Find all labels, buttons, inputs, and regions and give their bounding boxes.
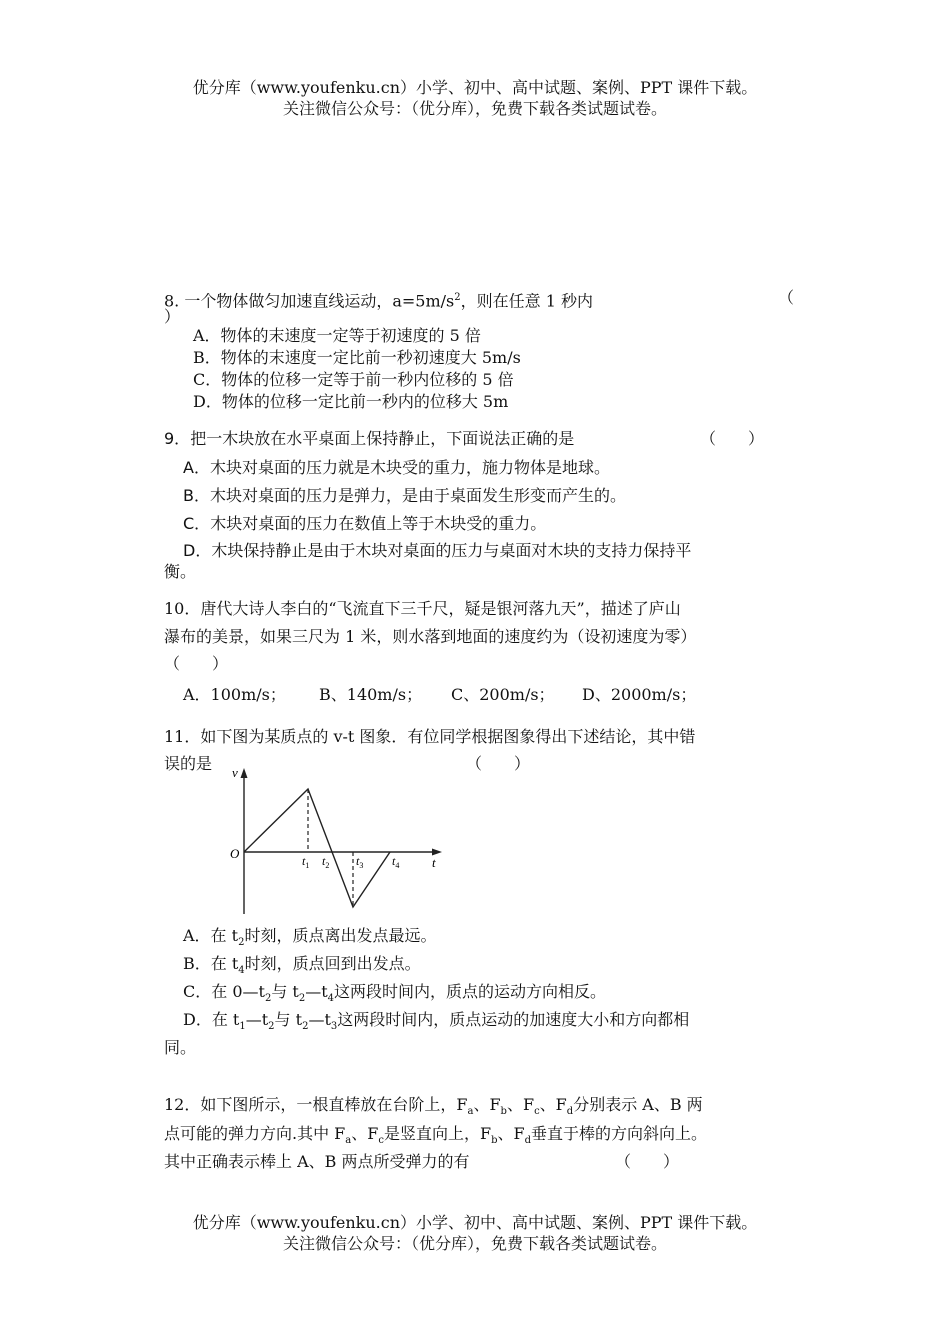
q12-line-2: 点可能的弹力方向.其中 $F_a$、$F_c$是竖直向上，$F_b$、$F_d$垂直于棒的方向斜向上。 [164,1124,708,1147]
q10-options [183,684,696,706]
q11-line-2: 误的是 [164,754,213,773]
q11-answer-paren: （ ） [466,754,531,773]
q8-answer-paren-close: ） [164,307,181,326]
q9-answer-paren: （ ） [700,429,765,448]
t2-label: $t_2$ [322,854,330,870]
q9-stem: 9．把一木块放在水平桌面上保持静止，下面说法正确的是 [164,429,575,448]
vt-line [244,789,390,907]
q8-option-b: B．物体的末速度一定比前一秒初速度大 5m/s [193,348,521,367]
footer-line-1: 优分库（www.youfenku.cn）小学、初中、高中试题、案例、PPT 课件下载。 [192,1213,758,1232]
q8-option-a: A．物体的末速度一定等于初速度的 5 倍 [193,326,481,345]
q10-option-a: A．100m/s； [183,685,286,704]
q8-stem: 8. 一个物体做匀加速直线运动，$a=5m/s^2$，则在任意 1 秒内 [164,291,593,311]
origin-label: O [230,846,240,861]
footer-line-2: 关注微信公众号：（优分库），免费下载各类试题试卷。 [282,1234,667,1253]
q12-line-3: 其中正确表示棒上 A、B 两点所受弹力的有 [164,1152,470,1171]
q10-option-c: C、200m/s； [451,685,555,704]
header-line-2: 关注微信公众号：（优分库），免费下载各类试题试卷。 [282,99,667,118]
q9-option-b: B．木块对桌面的压力是弹力，是由于桌面发生形变而产生的。 [183,486,626,505]
t-axis-label: t [432,855,436,870]
t1-label: $t_1$ [302,854,310,870]
t4-label: $t_4$ [392,854,400,870]
q9-option-c: C．木块对桌面的压力在数值上等于木块受的重力。 [183,514,547,533]
q11-option-c: C．在 $0—t_2$与 $t_2—t_4$这两段时间内，质点的运动方向相反。 [183,982,607,1005]
q12-answer-paren: （ ） [615,1152,680,1171]
q11-option-d-cont: 同。 [164,1038,197,1057]
vt-graph [222,764,450,924]
q8-answer-paren-open: （ [778,288,795,307]
q11-line-1: 11．如下图为某质点的 v-t 图象．有位同学根据图象得出下述结论，其中错 [164,727,696,746]
q9-option-a: A．木块对桌面的压力就是木块受的重力，施力物体是地球。 [183,458,610,477]
q10-line-2: 瀑布的美景，如果三尺为 1 米，则水落到地面的速度约为（设初速度为零） [164,627,697,646]
q10-line-1: 10．唐代大诗人李白的“飞流直下三千尺，疑是银河落九天”，描述了庐山 [164,599,681,618]
q8-option-d: D．物体的位移一定比前一秒内的位移大 5m [193,392,509,411]
q11-option-b: B．在 $t_4$时刻，质点回到出发点。 [183,954,421,977]
v-axis-arrow [241,768,248,778]
q8-option-c: C．物体的位移一定等于前一秒内位移的 5 倍 [193,370,514,389]
q11-option-d: D．在 $t_1—t_2$与 $t_2—t_3$这两段时间内，质点运动的加速度大小和方向都相 [183,1010,690,1033]
q9-option-d: D．木块保持静止是由于木块对桌面的压力与桌面对木块的支持力保持平 [183,541,692,560]
t3-label: $t_3$ [356,854,364,870]
header-line-1: 优分库（www.youfenku.cn）小学、初中、高中试题、案例、PPT 课件下载。 [192,78,758,97]
v-axis-label: v [232,765,238,780]
q9-option-d-cont: 衡。 [164,562,197,581]
q10-option-b: B、140m/s； [319,685,423,704]
q12-line-1: 12．如下图所示，一根直棒放在台阶上，$F_a$、$F_b$、$F_c$、$F_d$分别表示 A、B 两 [164,1095,703,1118]
q10-answer-paren: （ ） [164,654,229,673]
q11-option-a: A．在 $t_2$时刻，质点离出发点最远。 [183,926,437,949]
q10-option-d: D、2000m/s； [582,685,697,704]
